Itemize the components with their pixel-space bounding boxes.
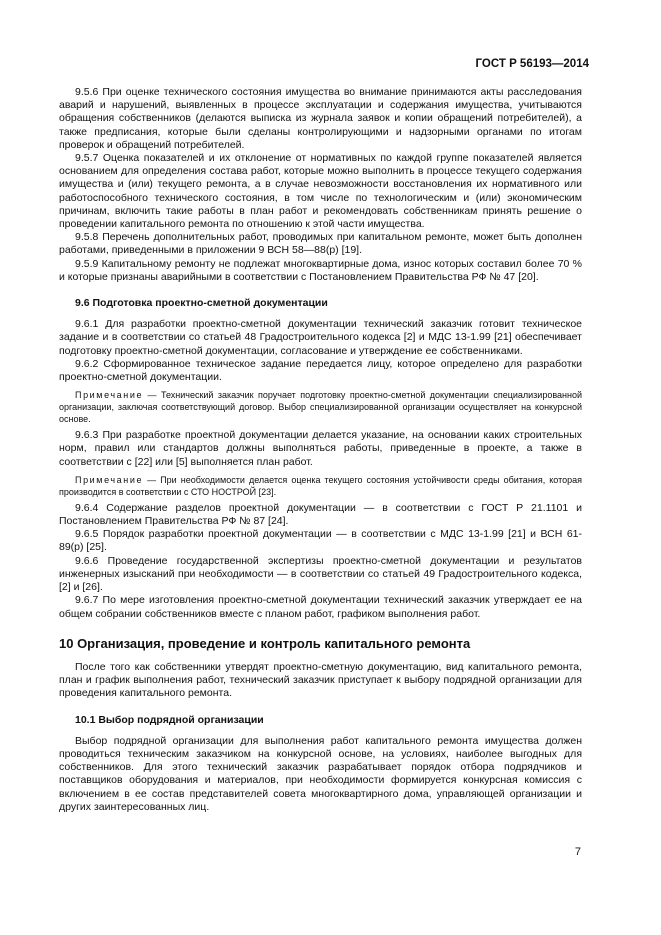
note-label: Примечание	[75, 390, 144, 401]
paragraph-9-5-9: 9.5.9 Капитальному ремонту не подлежат многоквартирные дома, износ которых составил более 70 % и которые признаны аварийными в соответствии с Постановлением Правительства РФ № 47 [20].	[59, 257, 582, 283]
section-heading-10-1: 10.1 Выбор подрядной организации	[75, 713, 264, 726]
page-number: 7	[574, 846, 581, 858]
note-label: Примечание	[75, 474, 144, 485]
note-2	[59, 474, 582, 498]
paragraph-9-6-6: 9.6.6 Проведение государственной экспертизы проектно-сметной документации и результатов инженерных изысканий при необходимости — в соответствии со статьей 49 Градостроительного кодекса, [2] и [26].	[59, 554, 582, 594]
section-heading-10: 10 Организация, проведение и контроль капитального ремонта	[59, 635, 471, 651]
note-1	[59, 389, 582, 425]
paragraph-9-6-3: 9.6.3 При разработке проектной документации делается указание, на основании каких строительных норм, правил или стандартов должны выполняться работы, приведенные в проекте, а также в соответствии с [22] или [5] выполняется план работ.	[59, 429, 582, 468]
paragraph-9-6-2: 9.6.2 Сформированное техническое задание передается лицу, которое определено для разработки проектно-сметной документации.	[59, 357, 582, 384]
paragraph-9-6-1: 9.6.1 Для разработки проектно-сметной документации технический заказчик готовит техническое задание и в соответствии со статьей 48 Градостроительного кодекса [2] и МДС 13-1.99 [21] обеспечивает подготовку проектно-сметной документации, согласование и утверждение ее собственниками.	[59, 318, 582, 357]
note-2-text: — При необходимости делается оценка текущего состояния устойчивости среды обитания, которая производится в соответствии с СТО НОСТРОЙ [23].	[59, 474, 582, 497]
paragraph-9-5-6: 9.5.6 При оценке технического состояния имущества во внимание принимаются акты расследования аварий и нарушений, выявленных в процессе эксплуатации и содержания имущества, учитываются обращения собственников (делаются выписка из журнала заявок и копии обращений потребителей), а также предписания, которые были сделаны контролирующими и надзорными органами по итогам проверок и обращений потребителей.	[59, 86, 582, 151]
note-1-text: — Технический заказчик поручает подготовку проектно-сметной документации специализированной организации, заключая соответствующий договор. Выбор специализированной организации осуществляет на конкурсной основе.	[59, 390, 582, 425]
paragraph-10-intro: После того как собственники утвердят проектно-сметную документацию, вид капитального ремонта, план и график выполнения работ, технический заказчик приступает к выбору подрядной организации для проведения капитального ремонта.	[59, 660, 582, 700]
paragraph-9-5-8: 9.5.8 Перечень дополнительных работ, проводимых при капитальном ремонте, может быть дополнен работами, приведенными в приложении 9 ВСН 58—88(р) [19].	[59, 231, 582, 257]
paragraph-9-6-5: 9.6.5 Порядок разработки проектной документации — в соответствии с МДС 13-1.99 [21] и ВСН 61-89(р) [25].	[59, 528, 582, 554]
page-body	[59, 86, 582, 814]
paragraph-9-6-7: 9.6.7 По мере изготовления проектно-сметной документации технический заказчик утверждает ее на общем собрании собственников вместе с планом работ, графиком выполнения работ.	[59, 594, 582, 620]
paragraph-10-1: Выбор подрядной организации для выполнения работ капитального ремонта имущества должен проводиться техническим заказчиком на конкурсной основе, на условиях, наиболее выгодных для собственников. Для этого технический заказчик разрабатывает порядок отбора подрядчиков и поставщиков оборудования и материалов, при необходимости формируется конкурсная комиссия с включением в ее состав представителей совета многоквартирного дома, управляющей организации и других заинтересованных лиц.	[59, 734, 582, 813]
paragraph-9-6-4: 9.6.4 Содержание разделов проектной документации — в соответствии с ГОСТ Р 21.1101 и Постановлением Правительства РФ № 87 [24].	[59, 501, 582, 528]
paragraph-9-5-7: 9.5.7 Оценка показателей и их отклонение от нормативных по каждой группе показателей является основанием для определения состава работ, которые можно выполнить в процессе текущего содержания имущества и (или) текущего ремонта, а в случае невозможности восстановления их нормативного или работоспособного технического состояния, в том числе по технологическим и (или) экономическим причинам, включить такие работы в план работ и рекомендовать собственникам принять решение о проведении капитального ремонта по отношению к этой части имущества.	[59, 152, 582, 231]
document-code: ГОСТ Р 56193—2014	[475, 58, 589, 70]
section-heading-9-6: 9.6 Подготовка проектно-сметной документации	[75, 297, 328, 310]
